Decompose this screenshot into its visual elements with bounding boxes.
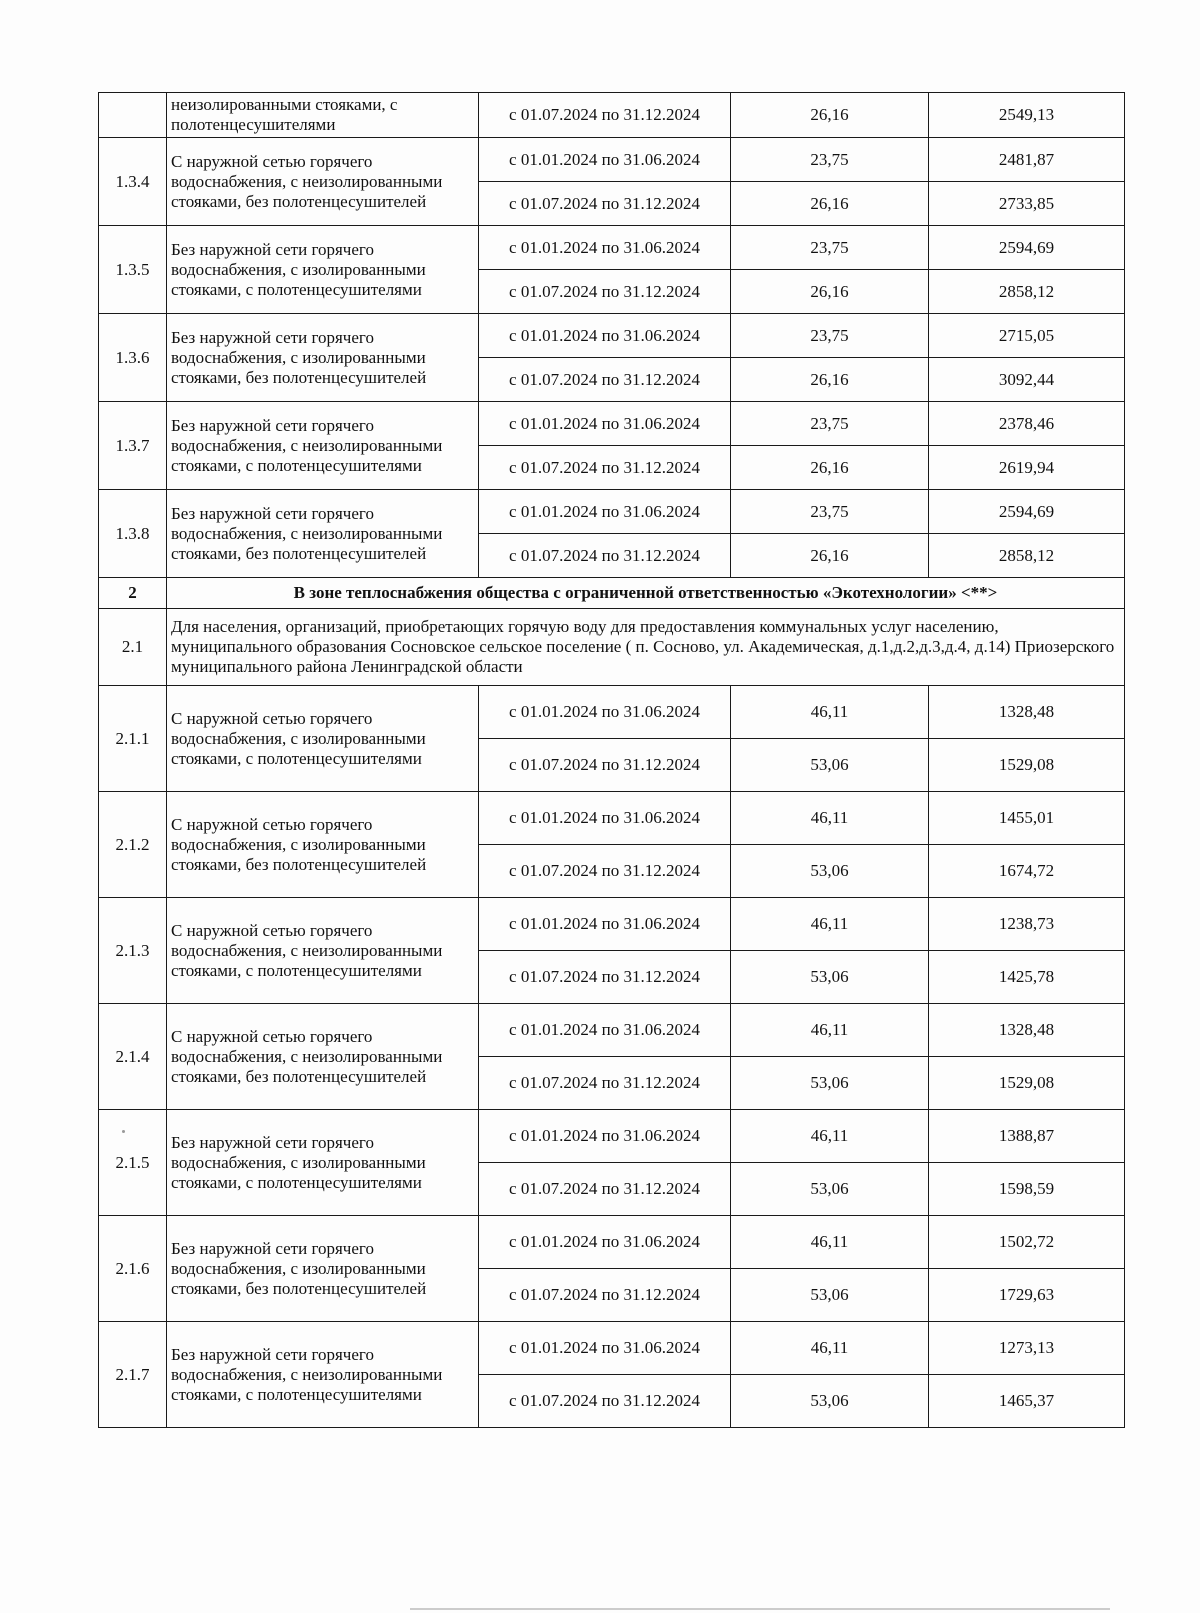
rate-cell: 46,11 — [731, 898, 929, 951]
table-row — [99, 138, 1125, 182]
item-description: Без наружной сети горячего водоснабжения, с неизолированными стояками, с полотенцесушителями — [167, 1322, 479, 1428]
period-cell: с 01.01.2024 по 31.06.2024 — [479, 1004, 731, 1057]
tariff-value-cell: 2594,69 — [929, 490, 1125, 534]
item-number: 2.1.4 — [99, 1004, 167, 1110]
period-cell: с 01.07.2024 по 31.12.2024 — [479, 1057, 731, 1110]
tariff-value-cell: 2733,85 — [929, 182, 1125, 226]
tariff-value-cell: 1465,37 — [929, 1375, 1125, 1428]
tariff-value-cell: 1328,48 — [929, 1004, 1125, 1057]
period-cell: с 01.07.2024 по 31.12.2024 — [479, 951, 731, 1004]
rate-cell: 46,11 — [731, 1110, 929, 1163]
period-cell: с 01.07.2024 по 31.12.2024 — [479, 1269, 731, 1322]
scan-speck — [122, 1130, 125, 1133]
item-number: 1.3.4 — [99, 138, 167, 226]
rate-cell: 53,06 — [731, 845, 929, 898]
tariff-table — [98, 92, 1125, 1428]
tariff-value-cell: 2858,12 — [929, 270, 1125, 314]
rate-cell: 53,06 — [731, 1163, 929, 1216]
item-description: Без наружной сети горячего водоснабжения, с изолированными стояками, без полотенцесушителей — [167, 314, 479, 402]
tariff-table-body — [99, 93, 1125, 1428]
period-cell: с 01.07.2024 по 31.12.2024 — [479, 1375, 731, 1428]
table-row — [99, 1004, 1125, 1057]
rate-cell: 53,06 — [731, 1375, 929, 1428]
rate-cell: 26,16 — [731, 534, 929, 578]
tariff-value-cell: 1425,78 — [929, 951, 1125, 1004]
item-description: С наружной сетью горячего водоснабжения, с неизолированными стояками, без полотенцесушителей — [167, 138, 479, 226]
rate-cell: 26,16 — [731, 93, 929, 138]
zone-number: 2 — [99, 578, 167, 609]
tariff-value-cell: 1729,63 — [929, 1269, 1125, 1322]
rate-cell: 46,11 — [731, 686, 929, 739]
item-description: Без наружной сети горячего водоснабжения, с неизолированными стояками, с полотенцесушителями — [167, 402, 479, 490]
tariff-value-cell: 3092,44 — [929, 358, 1125, 402]
tariff-value-cell: 2715,05 — [929, 314, 1125, 358]
item-number: 1.3.5 — [99, 226, 167, 314]
item-number: 1.3.6 — [99, 314, 167, 402]
item-number: 2.1.2 — [99, 792, 167, 898]
tariff-value-cell: 1238,73 — [929, 898, 1125, 951]
period-cell: с 01.07.2024 по 31.12.2024 — [479, 446, 731, 490]
period-cell: с 01.01.2024 по 31.06.2024 — [479, 1110, 731, 1163]
rate-cell: 46,11 — [731, 792, 929, 845]
item-description: неизолированными стояками, с полотенцесушителями — [167, 93, 479, 138]
tariff-value-cell: 1455,01 — [929, 792, 1125, 845]
tariff-value-cell: 1502,72 — [929, 1216, 1125, 1269]
rate-cell: 23,75 — [731, 138, 929, 182]
table-row — [99, 686, 1125, 739]
rate-cell: 53,06 — [731, 1057, 929, 1110]
subsection-number: 2.1 — [99, 609, 167, 686]
tariff-value-cell: 1529,08 — [929, 739, 1125, 792]
tariff-value-cell: 2549,13 — [929, 93, 1125, 138]
item-number: 2.1.1 — [99, 686, 167, 792]
item-description: Без наружной сети горячего водоснабжения, с изолированными стояками, с полотенцесушителями — [167, 226, 479, 314]
rate-cell: 26,16 — [731, 182, 929, 226]
tariff-value-cell: 1674,72 — [929, 845, 1125, 898]
period-cell: с 01.07.2024 по 31.12.2024 — [479, 182, 731, 226]
item-description: Без наружной сети горячего водоснабжения, с изолированными стояками, с полотенцесушителями — [167, 1110, 479, 1216]
item-number: 1.3.7 — [99, 402, 167, 490]
item-description: С наружной сетью горячего водоснабжения, с неизолированными стояками, с полотенцесушителями — [167, 898, 479, 1004]
scan-edge-line — [410, 1608, 1110, 1610]
period-cell: с 01.01.2024 по 31.06.2024 — [479, 898, 731, 951]
period-cell: с 01.07.2024 по 31.12.2024 — [479, 1163, 731, 1216]
tariff-value-cell: 1388,87 — [929, 1110, 1125, 1163]
period-cell: с 01.01.2024 по 31.06.2024 — [479, 226, 731, 270]
item-number: 2.1.7 — [99, 1322, 167, 1428]
item-number: 2.1.6 — [99, 1216, 167, 1322]
item-number: 2.1.3 — [99, 898, 167, 1004]
period-cell: с 01.01.2024 по 31.06.2024 — [479, 490, 731, 534]
rate-cell: 53,06 — [731, 1269, 929, 1322]
period-cell: с 01.07.2024 по 31.12.2024 — [479, 534, 731, 578]
period-cell: с 01.01.2024 по 31.06.2024 — [479, 1216, 731, 1269]
period-cell: с 01.01.2024 по 31.06.2024 — [479, 138, 731, 182]
rate-cell: 23,75 — [731, 226, 929, 270]
subsection-row — [99, 609, 1125, 686]
table-row — [99, 93, 1125, 138]
table-row — [99, 1322, 1125, 1375]
table-row — [99, 226, 1125, 270]
rate-cell: 53,06 — [731, 739, 929, 792]
tariff-value-cell: 1328,48 — [929, 686, 1125, 739]
period-cell: с 01.01.2024 по 31.06.2024 — [479, 792, 731, 845]
item-description: С наружной сетью горячего водоснабжения, с неизолированными стояками, без полотенцесушителей — [167, 1004, 479, 1110]
period-cell: с 01.07.2024 по 31.12.2024 — [479, 93, 731, 138]
rate-cell: 26,16 — [731, 270, 929, 314]
rate-cell: 23,75 — [731, 490, 929, 534]
rate-cell: 46,11 — [731, 1322, 929, 1375]
period-cell: с 01.07.2024 по 31.12.2024 — [479, 358, 731, 402]
period-cell: с 01.01.2024 по 31.06.2024 — [479, 314, 731, 358]
period-cell: с 01.01.2024 по 31.06.2024 — [479, 402, 731, 446]
rate-cell: 46,11 — [731, 1216, 929, 1269]
tariff-value-cell: 1529,08 — [929, 1057, 1125, 1110]
tariff-value-cell: 2619,94 — [929, 446, 1125, 490]
table-row — [99, 792, 1125, 845]
rate-cell: 46,11 — [731, 1004, 929, 1057]
tariff-value-cell: 2858,12 — [929, 534, 1125, 578]
table-row — [99, 402, 1125, 446]
item-description: С наружной сетью горячего водоснабжения, с изолированными стояками, без полотенцесушителей — [167, 792, 479, 898]
zone-header-row — [99, 578, 1125, 609]
table-row — [99, 1110, 1125, 1163]
rate-cell: 53,06 — [731, 951, 929, 1004]
rate-cell: 26,16 — [731, 446, 929, 490]
period-cell: с 01.01.2024 по 31.06.2024 — [479, 686, 731, 739]
tariff-value-cell: 1273,13 — [929, 1322, 1125, 1375]
zone-title: В зоне теплоснабжения общества с ограниченной ответственностью «Экотехнологии» <**> — [167, 578, 1125, 609]
table-row — [99, 898, 1125, 951]
period-cell: с 01.07.2024 по 31.12.2024 — [479, 739, 731, 792]
tariff-value-cell: 1598,59 — [929, 1163, 1125, 1216]
item-number — [99, 93, 167, 138]
subsection-text: Для населения, организаций, приобретающих горячую воду для предоставления коммунальных услуг населению, муниципального образования Сосновское сельское поселение ( п. Сосново, ул. Академическая, д.1,д.2,д.3,д.4, д.14) Приозерского муниципального района Ленинградской области — [167, 609, 1125, 686]
rate-cell: 26,16 — [731, 358, 929, 402]
item-description: С наружной сетью горячего водоснабжения, с изолированными стояками, с полотенцесушителями — [167, 686, 479, 792]
tariff-value-cell: 2594,69 — [929, 226, 1125, 270]
period-cell: с 01.07.2024 по 31.12.2024 — [479, 270, 731, 314]
rate-cell: 23,75 — [731, 314, 929, 358]
item-number: 1.3.8 — [99, 490, 167, 578]
item-description: Без наружной сети горячего водоснабжения, с неизолированными стояками, без полотенцесушителей — [167, 490, 479, 578]
table-row — [99, 1216, 1125, 1269]
period-cell: с 01.07.2024 по 31.12.2024 — [479, 845, 731, 898]
table-row — [99, 314, 1125, 358]
table-row — [99, 490, 1125, 534]
tariff-value-cell: 2481,87 — [929, 138, 1125, 182]
item-number: 2.1.5 — [99, 1110, 167, 1216]
period-cell: с 01.01.2024 по 31.06.2024 — [479, 1322, 731, 1375]
tariff-value-cell: 2378,46 — [929, 402, 1125, 446]
item-description: Без наружной сети горячего водоснабжения, с изолированными стояками, без полотенцесушителей — [167, 1216, 479, 1322]
rate-cell: 23,75 — [731, 402, 929, 446]
